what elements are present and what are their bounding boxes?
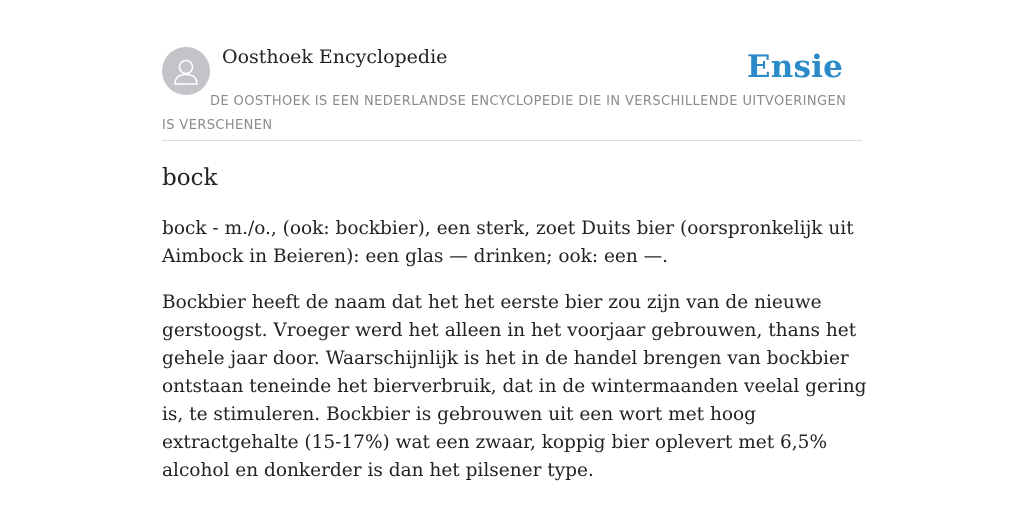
brand-logo[interactable]: Ensie xyxy=(746,49,843,85)
person-outline-icon xyxy=(162,47,210,95)
article xyxy=(162,160,872,503)
article-definition: bock - m./o., (ook: bockbier), een sterk, zoet Duits bier (oorspronkelijk uit Aimbock in Beieren): een glas — drinken; ook: een —. xyxy=(162,218,854,267)
article-term: bock xyxy=(162,165,218,191)
source-title[interactable]: Oosthoek Encyclopedie xyxy=(222,46,448,68)
user-avatar-icon[interactable] xyxy=(162,47,210,95)
source-description: DE OOSTHOEK IS EEN NEDERLANDSE ENCYCLOPEDIE DIE IN VERSCHILLENDE UITVOERINGEN IS VERSCHENEN xyxy=(162,94,847,133)
article-body: Bockbier heeft de naam dat het het eerste bier zou zijn van de nieuwe gerstoogst. Vroeger werd het alleen in het voorjaar gebrouwen, thans het gehele jaar door. Waarschijnlijk is het in de handel brengen van bockbier ontstaan teneinde het bierverbruik, dat in de wintermaanden veelal gering is, te stimuleren. Bockbier is gebrouwen uit een wort met hoog extractgehalte (15-17%) wat een zwaar, koppig bier oplevert met 6,5% alcohol en donkerder is dan het pilsener type. xyxy=(162,292,867,481)
source-header xyxy=(162,44,862,141)
